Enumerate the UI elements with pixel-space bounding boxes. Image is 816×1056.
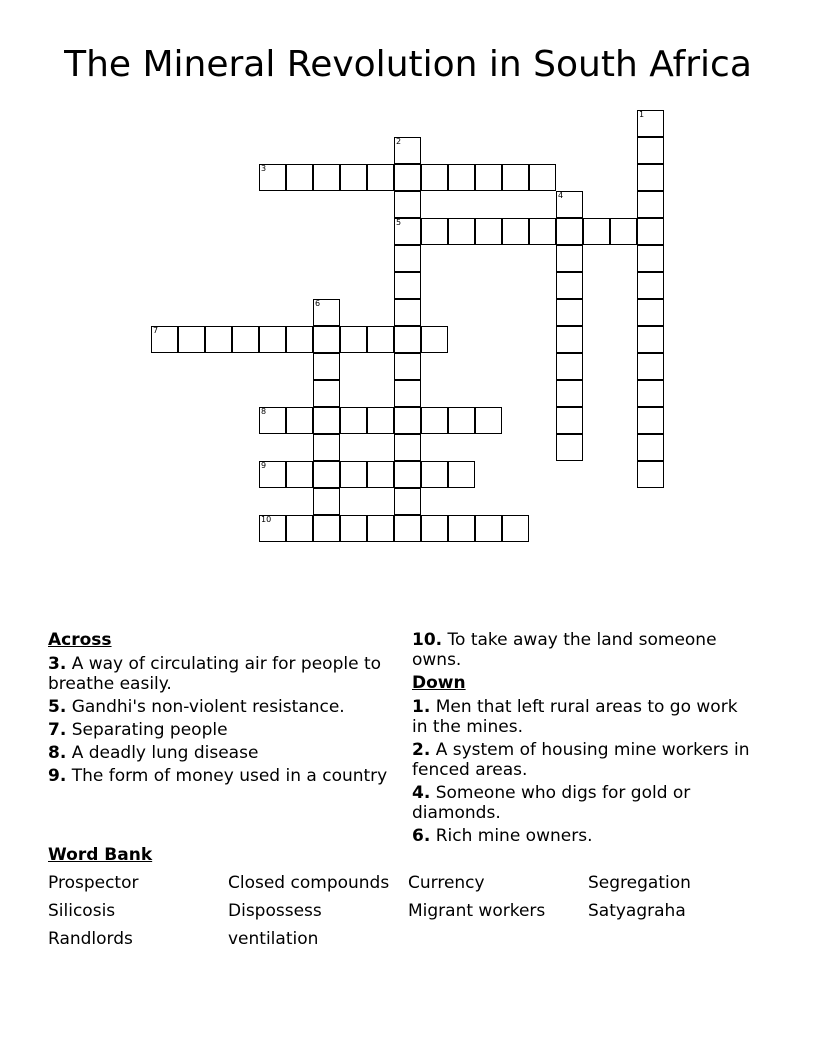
grid-cell xyxy=(448,515,475,542)
grid-cell xyxy=(394,461,421,488)
grid-cell xyxy=(394,218,421,245)
clue-down-6: 6. Rich mine owners. xyxy=(412,826,593,846)
word-bank xyxy=(48,873,768,949)
grid-cell xyxy=(286,164,313,191)
grid-cell xyxy=(394,353,421,380)
grid-cell xyxy=(448,164,475,191)
clue-across-5: 5. Gandhi's non-violent resistance. xyxy=(48,697,345,717)
cell-number: 8 xyxy=(261,407,267,416)
grid-cell xyxy=(556,191,583,218)
grid-cell xyxy=(286,326,313,353)
grid-cell xyxy=(583,218,610,245)
grid-cell xyxy=(394,380,421,407)
grid-cell xyxy=(502,164,529,191)
grid-cell xyxy=(637,110,664,137)
grid-cell xyxy=(286,407,313,434)
grid-cell xyxy=(637,434,664,461)
grid-cell xyxy=(421,515,448,542)
grid-cell xyxy=(637,380,664,407)
grid-cell xyxy=(394,515,421,542)
grid-cell xyxy=(259,407,286,434)
grid-cell xyxy=(340,461,367,488)
grid-cell xyxy=(502,515,529,542)
grid-cell xyxy=(286,461,313,488)
clue-down-1: 1. Men that left rural areas to go work in the mines. xyxy=(412,697,738,737)
grid-cell xyxy=(367,326,394,353)
word-bank-item: Satyagraha xyxy=(588,901,686,921)
grid-cell xyxy=(367,461,394,488)
grid-cell xyxy=(421,461,448,488)
grid-cell xyxy=(394,245,421,272)
grid-cell xyxy=(448,218,475,245)
cell-number: 1 xyxy=(639,110,645,119)
word-bank-item: Prospector xyxy=(48,873,139,893)
grid-cell xyxy=(421,164,448,191)
grid-cell xyxy=(286,515,313,542)
grid-cell xyxy=(421,326,448,353)
grid-cell xyxy=(637,137,664,164)
down-heading: Down xyxy=(412,673,466,693)
grid-cell xyxy=(394,191,421,218)
cell-number: 2 xyxy=(396,137,402,146)
grid-cell xyxy=(556,407,583,434)
grid-cell xyxy=(340,515,367,542)
grid-cell xyxy=(637,326,664,353)
grid-cell xyxy=(421,218,448,245)
grid-cell xyxy=(556,326,583,353)
grid-cell xyxy=(313,434,340,461)
grid-cell xyxy=(232,326,259,353)
grid-cell xyxy=(475,218,502,245)
across-heading: Across xyxy=(48,630,112,650)
grid-cell xyxy=(313,299,340,326)
grid-cell xyxy=(313,353,340,380)
grid-cell xyxy=(151,326,178,353)
grid-cell xyxy=(340,164,367,191)
grid-cell xyxy=(394,272,421,299)
grid-cell xyxy=(394,488,421,515)
grid-cell xyxy=(367,164,394,191)
grid-cell xyxy=(556,353,583,380)
grid-cell xyxy=(313,326,340,353)
grid-cell xyxy=(313,461,340,488)
cell-number: 6 xyxy=(315,299,321,308)
clue-down-4: 4. Someone who digs for gold or diamonds. xyxy=(412,783,691,823)
grid-cell xyxy=(475,164,502,191)
grid-cell xyxy=(448,407,475,434)
word-bank-item: Currency xyxy=(408,873,485,893)
word-bank-item: Migrant workers xyxy=(408,901,546,921)
cell-number: 10 xyxy=(261,515,272,524)
grid-cell xyxy=(637,245,664,272)
grid-cell xyxy=(340,407,367,434)
cell-number: 7 xyxy=(153,326,159,335)
grid-cell xyxy=(610,218,637,245)
grid-cell xyxy=(313,164,340,191)
grid-cell xyxy=(475,515,502,542)
grid-cell xyxy=(394,137,421,164)
grid-cell xyxy=(394,434,421,461)
word-bank-item: Closed compounds xyxy=(228,873,390,893)
grid-cell xyxy=(637,164,664,191)
cell-number: 9 xyxy=(261,461,267,470)
grid-cell xyxy=(394,407,421,434)
word-bank-item: Dispossess xyxy=(228,901,322,921)
grid-cell xyxy=(637,191,664,218)
clue-across-10: 10. To take away the land someone owns. xyxy=(412,630,717,670)
grid-cell xyxy=(556,218,583,245)
grid-cell xyxy=(259,461,286,488)
grid-cell xyxy=(529,218,556,245)
grid-cell xyxy=(556,272,583,299)
word-bank-item: Randlords xyxy=(48,929,133,949)
grid-cell xyxy=(637,218,664,245)
grid-cell xyxy=(259,326,286,353)
grid-cell xyxy=(637,353,664,380)
grid-cell xyxy=(367,515,394,542)
grid-cell xyxy=(637,272,664,299)
grid-cell xyxy=(556,434,583,461)
grid-cell xyxy=(178,326,205,353)
clue-across-7: 7. Separating people xyxy=(48,720,228,740)
clue-across-3: 3. A way of circulating air for people to breathe easily. xyxy=(48,654,382,694)
grid-cell xyxy=(448,461,475,488)
down-clues xyxy=(412,630,752,849)
grid-cell xyxy=(637,299,664,326)
word-bank-item: Segregation xyxy=(588,873,691,893)
grid-cell xyxy=(556,245,583,272)
grid-cell xyxy=(259,515,286,542)
grid-cell xyxy=(313,407,340,434)
cell-number: 5 xyxy=(396,218,402,227)
cell-number: 4 xyxy=(558,191,564,200)
clue-across-8: 8. A deadly lung disease xyxy=(48,743,259,763)
grid-cell xyxy=(637,461,664,488)
cell-number: 3 xyxy=(261,164,267,173)
clue-down-2: 2. A system of housing mine workers in fenced areas. xyxy=(412,740,750,780)
grid-cell xyxy=(394,299,421,326)
word-bank-title: Word Bank xyxy=(48,845,153,865)
grid-cell xyxy=(475,407,502,434)
grid-cell xyxy=(340,326,367,353)
grid-cell xyxy=(421,407,448,434)
grid-cell xyxy=(313,380,340,407)
page-title: The Mineral Revolution in South Africa xyxy=(64,44,752,85)
clue-across-9: 9. The form of money used in a country xyxy=(48,766,388,786)
grid-cell xyxy=(394,164,421,191)
grid-cell xyxy=(205,326,232,353)
grid-cell xyxy=(313,488,340,515)
grid-cell xyxy=(556,380,583,407)
word-bank-item: Silicosis xyxy=(48,901,116,921)
grid-cell xyxy=(637,407,664,434)
grid-cell xyxy=(367,407,394,434)
grid-cell xyxy=(502,218,529,245)
grid-cell xyxy=(556,299,583,326)
across-clues xyxy=(48,630,388,789)
word-bank-item: ventilation xyxy=(228,929,319,949)
grid-cell xyxy=(259,164,286,191)
grid-cell xyxy=(394,326,421,353)
grid-cell xyxy=(313,515,340,542)
grid-cell xyxy=(529,164,556,191)
